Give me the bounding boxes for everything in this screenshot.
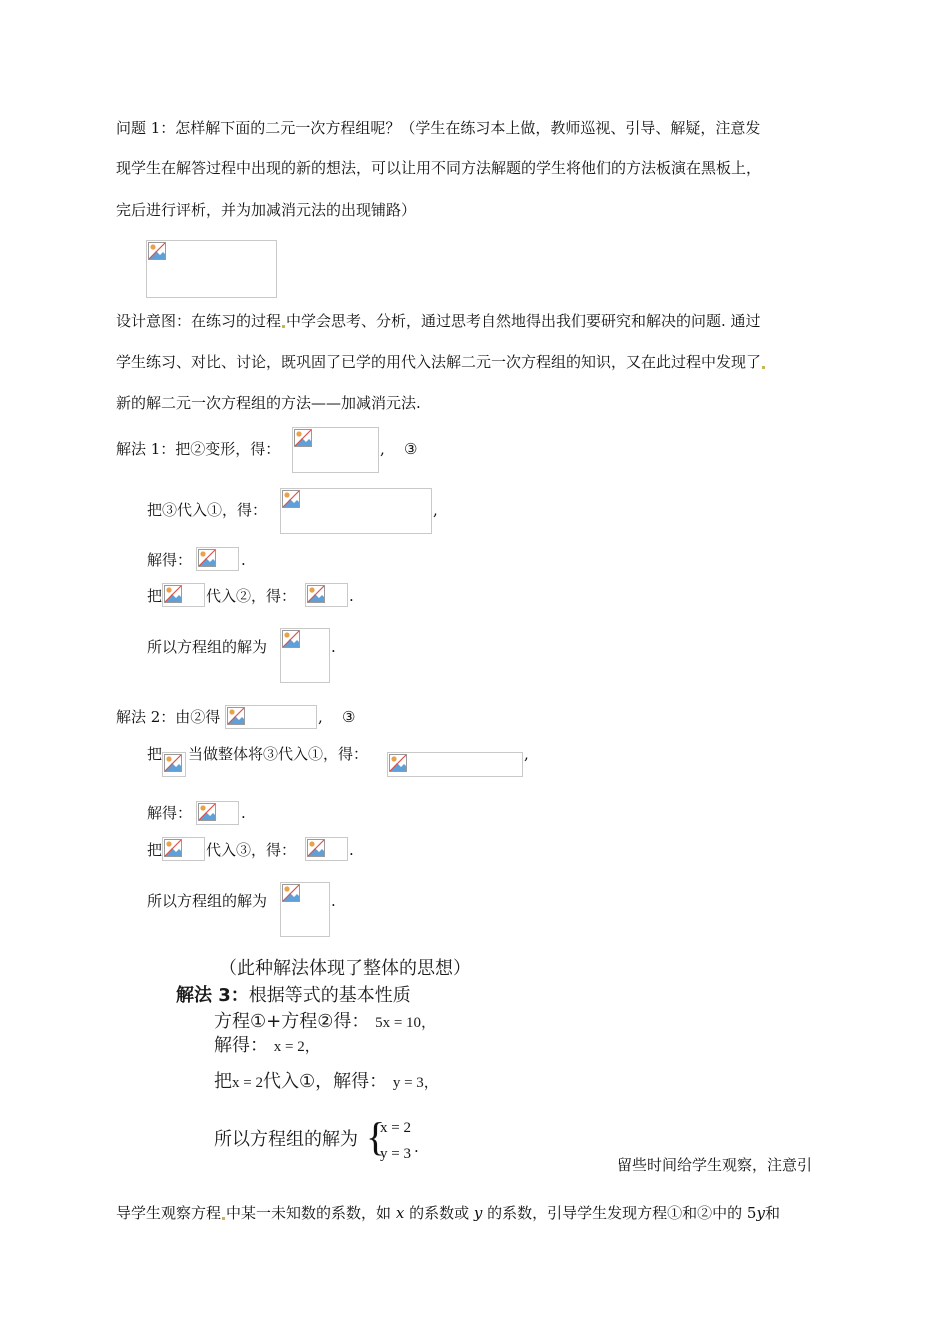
method3-line3a: 把 <box>214 1071 232 1092</box>
broken-image-icon <box>389 754 407 772</box>
closing-line-2a: 导学生观察方程 <box>116 1204 222 1222</box>
method2-y-value-image <box>305 837 348 861</box>
method1-period-3: . <box>331 638 336 656</box>
problem-line-3: 完后进行评析，并为加减消元法的出现铺路） <box>116 201 417 219</box>
closing-line-2c: 的系数或 <box>409 1204 470 1222</box>
design-line-2 <box>116 352 766 372</box>
broken-image-icon <box>227 707 245 725</box>
method2-x-image <box>162 837 205 861</box>
broken-image-icon <box>198 803 216 821</box>
design-line-3: 新的解二元一次方程组的方法——加减消元法. <box>116 394 421 412</box>
solution-brace: { <box>366 1114 386 1159</box>
method3-line1-text: 方程①+方程②得： <box>214 1011 370 1032</box>
method1-comma-2: , <box>433 501 438 519</box>
method3-sol-x: x = 2 <box>380 1120 411 1136</box>
method1-y-value-image <box>196 547 239 571</box>
method2-step4b: 代入③，得： <box>206 841 297 859</box>
method3-line2-math: x = 2， <box>273 1039 320 1055</box>
method1-step1: 解法 1：把②变形，得： <box>116 440 281 458</box>
broken-image-icon <box>282 884 300 902</box>
method3-line1 <box>214 1010 436 1035</box>
broken-image-icon <box>307 839 325 857</box>
method1-step4a: 把 <box>147 587 163 605</box>
closing-line-1: 留些时间给学生观察，注意引 <box>617 1156 813 1174</box>
method1-substitution-image <box>280 488 432 534</box>
method1-comma: , <box>380 440 385 458</box>
problem-line-1: 问题 1：怎样解下面的二元一次方程组呢？（学生在练习本上做，教师巡视、引导、解疑，注意发 <box>116 119 761 137</box>
method1-period-1: . <box>241 551 246 569</box>
closing-var-x: x <box>395 1204 405 1222</box>
method2-step2b: 当做整体将③代入①，得： <box>188 745 369 763</box>
closing-line-2b: 中某一未知数的系数，如 <box>226 1204 392 1222</box>
broken-image-icon <box>164 585 182 603</box>
design-line-1b: 中学会思考、分析，通过思考自然地得出我们要研究和解决的问题. 通过 <box>286 312 761 330</box>
method3-line3-math-a: x = 2 <box>232 1075 263 1091</box>
closing-line-2 <box>116 1203 780 1223</box>
method1-step3: 解得： <box>147 551 193 569</box>
problem-line-2: 现学生在解答过程中出现的新的想法，可以让用不同方法解题的学生将他们的方法板演在黑板上， <box>116 159 762 177</box>
method3-line4: 所以方程组的解为 <box>214 1129 358 1150</box>
broken-image-icon <box>294 429 312 447</box>
method1-equation3-image <box>292 427 379 473</box>
method3-title <box>176 984 411 1008</box>
method1-y-image <box>162 583 205 607</box>
method3-line3b: 代入①，解得： <box>262 1071 388 1092</box>
method2-circled-3: ③ <box>342 708 356 726</box>
method2-step3: 解得： <box>147 804 193 822</box>
method1-step5: 所以方程组的解为 <box>147 638 268 656</box>
method2-step5: 所以方程组的解为 <box>147 892 268 910</box>
method2-equation3-image <box>225 705 317 729</box>
method2-comma: , <box>318 708 323 726</box>
closing-line-2d: 的系数，引导学生发现方程①和②中的 5 <box>487 1204 757 1222</box>
method1-x-value-image <box>305 583 348 607</box>
method3-line3-math-b: y = 3， <box>392 1075 439 1091</box>
method3-sol-y: y = 3 <box>380 1146 411 1162</box>
design-line-1 <box>116 311 761 331</box>
method1-circled-3: ③ <box>404 440 418 458</box>
method2-substitution-image <box>387 752 523 777</box>
broken-image-icon <box>307 585 325 603</box>
method2-period-3: . <box>331 892 336 910</box>
method1-step2: 把③代入①，得： <box>147 501 268 519</box>
method3-line2-text: 解得： <box>214 1035 268 1056</box>
highlight-mark <box>762 366 765 369</box>
method2-step1: 解法 2：由②得 <box>116 708 221 726</box>
equation-system-image <box>146 240 277 298</box>
highlight-mark <box>282 325 285 328</box>
method1-period-2: . <box>349 587 354 605</box>
broken-image-icon <box>148 242 166 260</box>
method2-period-2: . <box>349 841 354 859</box>
method2-5y-image <box>162 752 186 777</box>
method2-x-value-image <box>196 801 239 825</box>
method3-line1-math: 5x = 10， <box>375 1015 437 1031</box>
closing-var-y2: y <box>756 1204 765 1222</box>
broken-image-icon <box>282 490 300 508</box>
method3-note: （此种解法体现了整体的思想） <box>219 958 471 979</box>
method2-step2a: 把 <box>147 745 163 763</box>
method2-comma-2: , <box>524 745 529 763</box>
closing-var-y: y <box>473 1204 483 1222</box>
design-line-1a: 设计意图：在练习的过程 <box>116 312 282 330</box>
design-line-2a: 学生练习、对比、讨论，既巩固了已学的用代入法解二元一次方程组的知识，又在此过程中发现了 <box>116 353 762 371</box>
method3-line2 <box>214 1034 320 1059</box>
method1-solution-image <box>280 628 330 683</box>
method2-period-1: . <box>241 804 246 822</box>
highlight-mark <box>222 1217 225 1220</box>
broken-image-icon <box>164 839 182 857</box>
method1-step4b: 代入②，得： <box>206 587 297 605</box>
method3-sol-period: . <box>414 1138 419 1156</box>
broken-image-icon <box>198 549 216 567</box>
broken-image-icon <box>164 754 182 772</box>
method2-step4a: 把 <box>147 841 163 859</box>
method3-title-rest: 根据等式的基本性质 <box>248 985 411 1006</box>
method3-line3 <box>214 1070 439 1095</box>
closing-line-2e: 和 <box>764 1204 780 1222</box>
broken-image-icon <box>282 630 300 648</box>
method2-solution-image <box>280 882 330 937</box>
method3-title-bold: 解法 3： <box>176 985 249 1006</box>
